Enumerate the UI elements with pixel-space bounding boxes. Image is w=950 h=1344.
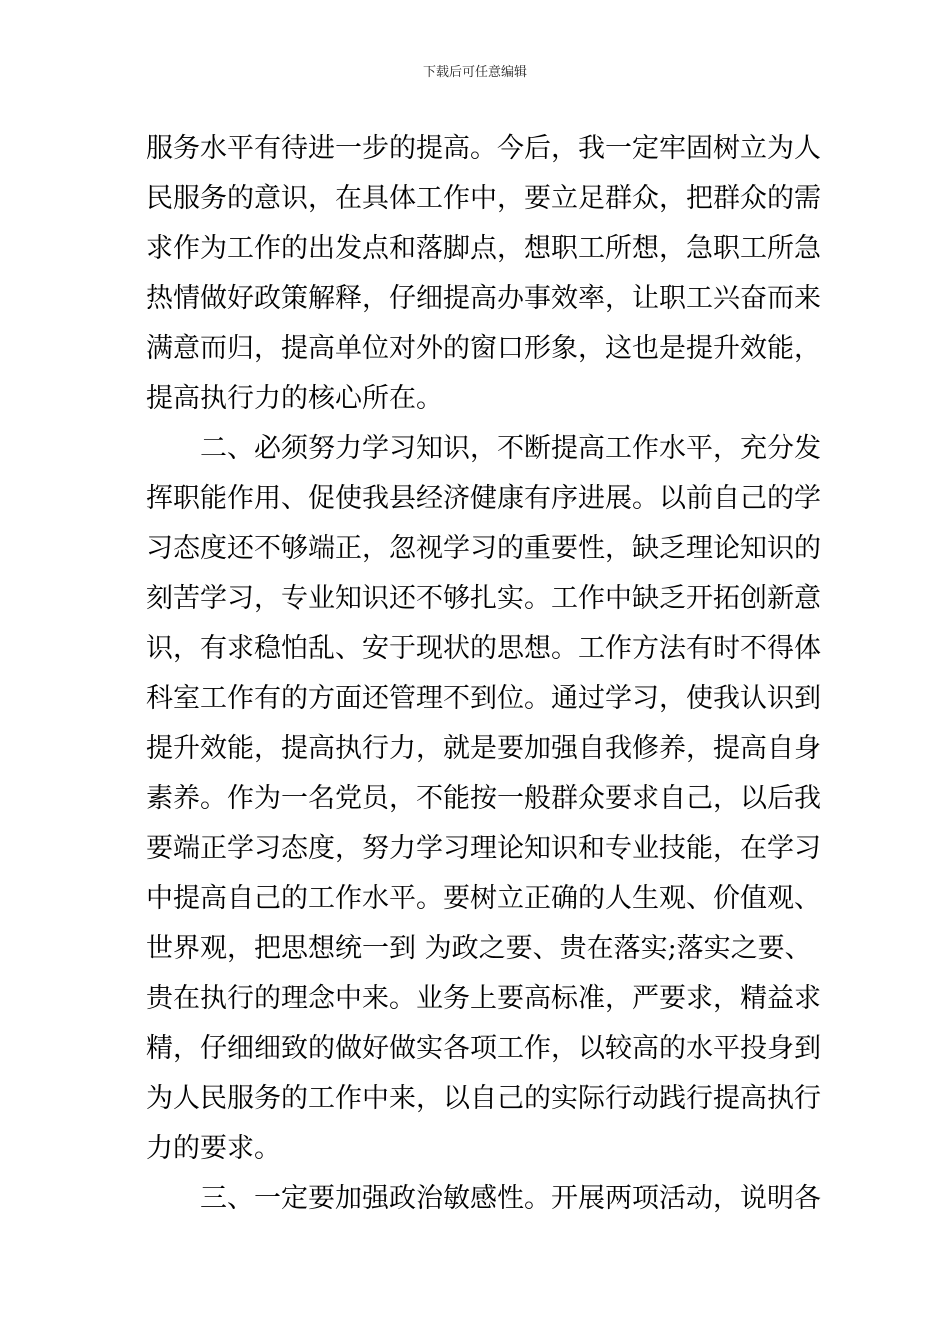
text-line: 科室工作有的方面还管理不到位。通过学习，使我认识到 [146, 683, 821, 714]
text-line: 贵在执行的理念中来。业务上要高标准，严要求，精益求 [146, 983, 821, 1014]
text-line: 素养。作为一名党员，不能按一般群众要求自己，以后我 [146, 783, 821, 814]
text-line: 世界观，把思想统一到 为政之要、贵在落实;落实之要、 [146, 933, 812, 964]
text-line: 二、必须努力学习知识，不断提高工作水平，充分发 [200, 433, 821, 464]
text-line: 提升效能，提高执行力，就是要加强自我修养，提高自身 [146, 733, 821, 764]
text-line: 刻苦学习，专业知识还不够扎实。工作中缺乏开拓创新意 [146, 583, 821, 614]
text-line: 服务水平有待进一步的提高。今后，我一定牢固树立为人 [146, 133, 821, 164]
text-line: 三、一定要加强政治敏感性。开展两项活动，说明各 [200, 1183, 821, 1214]
text-line: 中提高自己的工作水平。要树立正确的人生观、价值观、 [146, 883, 821, 914]
text-line: 力的要求。 [146, 1133, 281, 1164]
text-line: 求作为工作的出发点和落脚点，想职工所想，急职工所急 [146, 233, 821, 264]
text-line: 习态度还不够端正，忽视学习的重要性，缺乏理论知识的 [146, 533, 821, 564]
text-line: 提高执行力的核心所在。 [146, 383, 443, 414]
text-line: 挥职能作用、促使我县经济健康有序进展。以前自己的学 [146, 483, 821, 514]
text-line: 为人民服务的工作中来，以自己的实际行动践行提高执行 [146, 1083, 821, 1114]
text-line: 满意而归，提高单位对外的窗口形象，这也是提升效能， [146, 333, 821, 364]
text-line: 民服务的意识，在具体工作中，要立足群众，把群众的需 [146, 183, 821, 214]
text-line: 精，仔细细致的做好做实各项工作，以较高的水平投身到 [146, 1033, 821, 1064]
text-line: 识，有求稳怕乱、安于现状的思想。工作方法有时不得体 [146, 633, 821, 664]
page-header: 下载后可任意编辑 [422, 65, 527, 80]
text-line: 热情做好政策解释，仔细提高办事效率，让职工兴奋而来 [146, 283, 821, 314]
text-line: 要端正学习态度，努力学习理论知识和专业技能，在学习 [146, 833, 821, 864]
